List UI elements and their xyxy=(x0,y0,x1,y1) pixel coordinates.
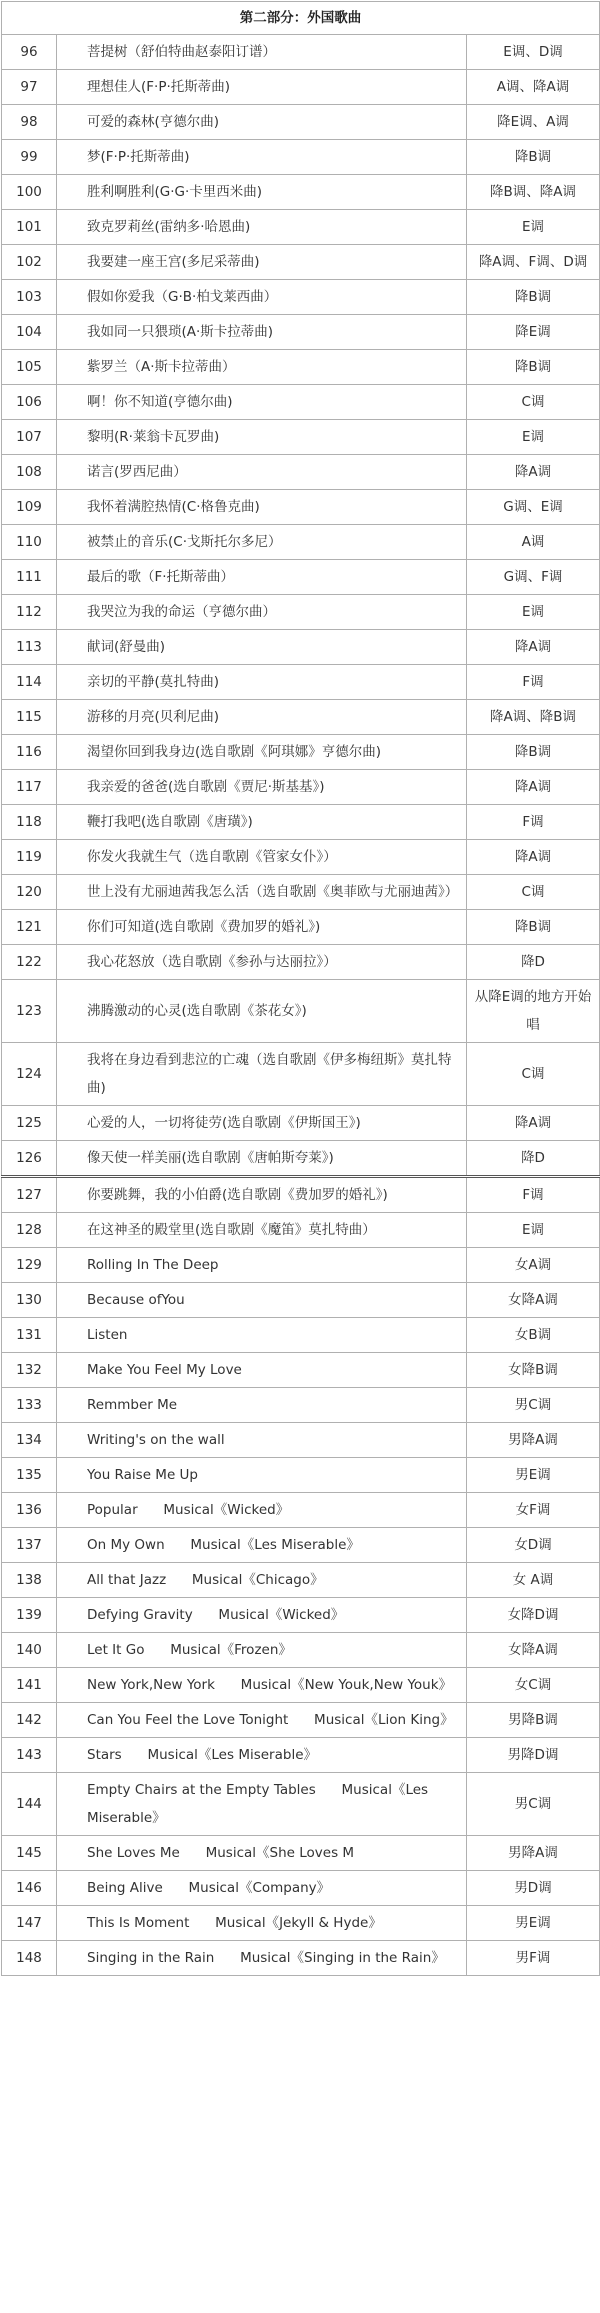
song-key: 女A调 xyxy=(467,1248,600,1283)
song-title: 被禁止的音乐(C·戈斯托尔多尼） xyxy=(57,525,467,560)
song-title: Remmber Me xyxy=(57,1388,467,1423)
table-row xyxy=(2,1633,600,1668)
song-key: 降A调 xyxy=(467,840,600,875)
song-key: 女降A调 xyxy=(467,1633,600,1668)
song-title: 游移的月亮(贝利尼曲) xyxy=(57,700,467,735)
song-key: 降A调 xyxy=(467,770,600,805)
table-row xyxy=(2,35,600,70)
song-key: E调 xyxy=(467,210,600,245)
song-key: 男降B调 xyxy=(467,1703,600,1738)
song-number: 136 xyxy=(2,1493,57,1528)
song-key: E调 xyxy=(467,595,600,630)
table-row xyxy=(2,385,600,420)
song-number: 99 xyxy=(2,140,57,175)
song-number: 102 xyxy=(2,245,57,280)
song-number: 114 xyxy=(2,665,57,700)
song-title: 胜利啊胜利(G·G·卡里西米曲) xyxy=(57,175,467,210)
song-table-body xyxy=(2,2,600,1976)
song-title: 假如你爱我（G·B·柏戈莱西曲） xyxy=(57,280,467,315)
song-number: 142 xyxy=(2,1703,57,1738)
song-number: 127 xyxy=(2,1177,57,1213)
song-title: Writing's on the wall xyxy=(57,1423,467,1458)
song-key: 从降E调的地方开始唱 xyxy=(467,980,600,1043)
song-number: 115 xyxy=(2,700,57,735)
song-number: 140 xyxy=(2,1633,57,1668)
table-row xyxy=(2,105,600,140)
song-key: 女降A调 xyxy=(467,1283,600,1318)
song-title: All that Jazz Musical《Chicago》 xyxy=(57,1563,467,1598)
song-title: Popular Musical《Wicked》 xyxy=(57,1493,467,1528)
song-title: 亲切的平静(莫扎特曲) xyxy=(57,665,467,700)
song-title: 世上没有尤丽迪茜我怎么活（选自歌剧《奥菲欧与尤丽迪茜》） xyxy=(57,875,467,910)
song-number: 105 xyxy=(2,350,57,385)
table-row xyxy=(2,420,600,455)
table-row xyxy=(2,1668,600,1703)
song-key: 女降B调 xyxy=(467,1353,600,1388)
song-table xyxy=(1,1,600,1976)
song-title: 梦(F·P·托斯蒂曲) xyxy=(57,140,467,175)
song-number: 113 xyxy=(2,630,57,665)
song-title: Because ofYou xyxy=(57,1283,467,1318)
song-number: 132 xyxy=(2,1353,57,1388)
table-row xyxy=(2,910,600,945)
song-key: G调、F调 xyxy=(467,560,600,595)
song-number: 110 xyxy=(2,525,57,560)
song-title: She Loves Me Musical《She Loves M xyxy=(57,1836,467,1871)
song-key: 女D调 xyxy=(467,1528,600,1563)
song-number: 117 xyxy=(2,770,57,805)
table-row xyxy=(2,1493,600,1528)
table-row xyxy=(2,525,600,560)
song-key: 女F调 xyxy=(467,1493,600,1528)
table-row xyxy=(2,1836,600,1871)
table-row xyxy=(2,1773,600,1836)
song-title: 诺言(罗西尼曲） xyxy=(57,455,467,490)
song-key: 降D xyxy=(467,945,600,980)
table-row xyxy=(2,1563,600,1598)
song-title: On My Own Musical《Les Miserable》 xyxy=(57,1528,467,1563)
song-key: 降E调 xyxy=(467,315,600,350)
song-title: 菩提树（舒伯特曲赵泰阳订谱） xyxy=(57,35,467,70)
song-number: 124 xyxy=(2,1043,57,1106)
song-key: E调 xyxy=(467,1213,600,1248)
song-key: 降A调 xyxy=(467,630,600,665)
song-title: 沸腾激动的心灵(选自歌剧《茶花女》) xyxy=(57,980,467,1043)
song-number: 108 xyxy=(2,455,57,490)
table-row xyxy=(2,1906,600,1941)
song-number: 134 xyxy=(2,1423,57,1458)
table-row xyxy=(2,350,600,385)
song-number: 125 xyxy=(2,1106,57,1141)
song-title: 黎明(R·莱翁卡瓦罗曲) xyxy=(57,420,467,455)
song-number: 146 xyxy=(2,1871,57,1906)
song-number: 119 xyxy=(2,840,57,875)
table-row xyxy=(2,1458,600,1493)
song-key: 女B调 xyxy=(467,1318,600,1353)
song-number: 133 xyxy=(2,1388,57,1423)
song-title: 献词(舒曼曲) xyxy=(57,630,467,665)
table-row xyxy=(2,630,600,665)
song-number: 147 xyxy=(2,1906,57,1941)
song-number: 122 xyxy=(2,945,57,980)
song-title: 你发火我就生气（选自歌剧《管家女仆》） xyxy=(57,840,467,875)
table-row xyxy=(2,595,600,630)
song-key: 男E调 xyxy=(467,1458,600,1493)
song-number: 116 xyxy=(2,735,57,770)
song-number: 96 xyxy=(2,35,57,70)
song-title: 可爱的森林(亨德尔曲) xyxy=(57,105,467,140)
song-title: Empty Chairs at the Empty Tables Musical《Les Miserable》 xyxy=(57,1773,467,1836)
song-number: 137 xyxy=(2,1528,57,1563)
song-key: 男C调 xyxy=(467,1773,600,1836)
song-number: 104 xyxy=(2,315,57,350)
song-key: C调 xyxy=(467,875,600,910)
song-key: A调、降A调 xyxy=(467,70,600,105)
song-number: 121 xyxy=(2,910,57,945)
song-title: Stars Musical《Les Miserable》 xyxy=(57,1738,467,1773)
song-title: 我怀着满腔热情(C·格鲁克曲) xyxy=(57,490,467,525)
table-row xyxy=(2,175,600,210)
song-title: Rolling In The Deep xyxy=(57,1248,467,1283)
table-row xyxy=(2,1388,600,1423)
table-row xyxy=(2,280,600,315)
song-title: Let It Go Musical《Frozen》 xyxy=(57,1633,467,1668)
song-title: 最后的歌（F·托斯蒂曲） xyxy=(57,560,467,595)
song-key: 降A调、降B调 xyxy=(467,700,600,735)
song-title: New York,New York Musical《New Youk,New Youk》 xyxy=(57,1668,467,1703)
song-number: 126 xyxy=(2,1141,57,1177)
song-key: 女降D调 xyxy=(467,1598,600,1633)
table-row xyxy=(2,945,600,980)
song-key xyxy=(467,1043,600,1106)
table-row xyxy=(2,1283,600,1318)
table-row xyxy=(2,1177,600,1213)
song-number: 111 xyxy=(2,560,57,595)
song-key: G调、E调 xyxy=(467,490,600,525)
song-key: 降A调 xyxy=(467,1106,600,1141)
song-number: 118 xyxy=(2,805,57,840)
song-number: 130 xyxy=(2,1283,57,1318)
table-row xyxy=(2,1318,600,1353)
song-title: 我亲爱的爸爸(选自歌剧《贾尼·斯基基》) xyxy=(57,770,467,805)
table-row xyxy=(2,665,600,700)
table-row xyxy=(2,1353,600,1388)
song-number: 144 xyxy=(2,1773,57,1836)
song-title: Singing in the Rain Musical《Singing in the Rain》 xyxy=(57,1941,467,1976)
song-number: 97 xyxy=(2,70,57,105)
song-title: 渴望你回到我身边(选自歌剧《阿琪娜》亨德尔曲) xyxy=(57,735,467,770)
table-row xyxy=(2,315,600,350)
song-number: 106 xyxy=(2,385,57,420)
song-key: 降B调 xyxy=(467,735,600,770)
song-number: 135 xyxy=(2,1458,57,1493)
song-number: 123 xyxy=(2,980,57,1043)
song-key: 降B调 xyxy=(467,140,600,175)
table-row xyxy=(2,805,600,840)
song-number: 145 xyxy=(2,1836,57,1871)
song-key: 男E调 xyxy=(467,1906,600,1941)
song-number: 100 xyxy=(2,175,57,210)
song-key: 男C调 xyxy=(467,1388,600,1423)
song-key: 降D xyxy=(467,1141,600,1177)
song-key: 降A调 xyxy=(467,455,600,490)
song-number: 101 xyxy=(2,210,57,245)
song-number: 129 xyxy=(2,1248,57,1283)
section-header-row xyxy=(2,2,600,35)
song-title: 你们可知道(选自歌剧《费加罗的婚礼》) xyxy=(57,910,467,945)
table-row xyxy=(2,70,600,105)
song-title: Make You Feel My Love xyxy=(57,1353,467,1388)
song-key-text: 降B调 xyxy=(514,289,552,305)
song-number: 138 xyxy=(2,1563,57,1598)
song-key: 降B调 xyxy=(467,350,600,385)
song-number: 148 xyxy=(2,1941,57,1976)
song-key: 降B调、降A调 xyxy=(467,175,600,210)
table-row xyxy=(2,210,600,245)
song-title: Being Alive Musical《Company》 xyxy=(57,1871,467,1906)
song-key: 降E调、A调 xyxy=(467,105,600,140)
table-row xyxy=(2,1941,600,1976)
song-title: 理想佳人(F·P·托斯蒂曲) xyxy=(57,70,467,105)
song-title: 啊！你不知道(亨德尔曲) xyxy=(57,385,467,420)
song-title: 我如同一只猥琐(A·斯卡拉蒂曲) xyxy=(57,315,467,350)
song-title: 致克罗莉丝(雷纳多·哈恩曲) xyxy=(57,210,467,245)
song-key xyxy=(467,280,600,315)
song-key: 男降D调 xyxy=(467,1738,600,1773)
song-number: 141 xyxy=(2,1668,57,1703)
song-title: You Raise Me Up xyxy=(57,1458,467,1493)
table-row xyxy=(2,1598,600,1633)
song-key: E调、D调 xyxy=(467,35,600,70)
table-row xyxy=(2,1248,600,1283)
song-number: 107 xyxy=(2,420,57,455)
table-row xyxy=(2,980,600,1043)
table-row xyxy=(2,1213,600,1248)
table-row xyxy=(2,1423,600,1458)
song-key: F调 xyxy=(467,805,600,840)
song-title: Can You Feel the Love Tonight Musical《Lion King》 xyxy=(57,1703,467,1738)
table-row xyxy=(2,245,600,280)
table-row xyxy=(2,490,600,525)
song-key: 男降A调 xyxy=(467,1423,600,1458)
song-title: Defying Gravity Musical《Wicked》 xyxy=(57,1598,467,1633)
song-title: Listen xyxy=(57,1318,467,1353)
song-title: 心爱的人，一切将徒劳(选自歌剧《伊斯国王》) xyxy=(57,1106,467,1141)
song-number: 131 xyxy=(2,1318,57,1353)
song-key: E调 xyxy=(467,420,600,455)
song-number: 143 xyxy=(2,1738,57,1773)
song-key: 男D调 xyxy=(467,1871,600,1906)
song-title: 紫罗兰（A·斯卡拉蒂曲） xyxy=(57,350,467,385)
section-title: 第二部分：外国歌曲 xyxy=(2,2,600,35)
song-key: 女C调 xyxy=(467,1668,600,1703)
table-row xyxy=(2,1106,600,1141)
table-row xyxy=(2,700,600,735)
table-row xyxy=(2,140,600,175)
song-title: 鞭打我吧(选自歌剧《唐璜》) xyxy=(57,805,467,840)
song-key: 男降A调 xyxy=(467,1836,600,1871)
song-number: 120 xyxy=(2,875,57,910)
table-row xyxy=(2,1528,600,1563)
table-row xyxy=(2,1738,600,1773)
table-row xyxy=(2,455,600,490)
song-title: 在这神圣的殿堂里(选自歌剧《魔笛》莫扎特曲） xyxy=(57,1213,467,1248)
song-number: 128 xyxy=(2,1213,57,1248)
song-key-text: C调 xyxy=(521,1066,545,1082)
table-row xyxy=(2,875,600,910)
song-key: 降B调 xyxy=(467,910,600,945)
song-key: C调 xyxy=(467,385,600,420)
song-title: 你要跳舞，我的小伯爵(选自歌剧《费加罗的婚礼》) xyxy=(57,1177,467,1213)
song-title: 我哭泣为我的命运（亨德尔曲） xyxy=(57,595,467,630)
song-title: This Is Moment Musical《Jekyll & Hyde》 xyxy=(57,1906,467,1941)
song-number: 139 xyxy=(2,1598,57,1633)
song-number: 112 xyxy=(2,595,57,630)
table-row xyxy=(2,1141,600,1177)
song-key: 男F调 xyxy=(467,1941,600,1976)
table-row xyxy=(2,735,600,770)
table-row xyxy=(2,770,600,805)
song-title: 我心花怒放（选自歌剧《参孙与达丽拉》） xyxy=(57,945,467,980)
song-number: 103 xyxy=(2,280,57,315)
song-key: F调 xyxy=(467,665,600,700)
table-row xyxy=(2,840,600,875)
song-key: 女 A调 xyxy=(467,1563,600,1598)
song-title: 我要建一座王宫(多尼采蒂曲) xyxy=(57,245,467,280)
table-row xyxy=(2,560,600,595)
song-number: 98 xyxy=(2,105,57,140)
song-title: 我将在身边看到悲泣的亡魂（选自歌剧《伊多梅纽斯》莫扎特曲) xyxy=(57,1043,467,1106)
table-row xyxy=(2,1043,600,1106)
table-row xyxy=(2,1871,600,1906)
table-row xyxy=(2,1703,600,1738)
song-key: A调 xyxy=(467,525,600,560)
song-key: 降A调、F调、D调 xyxy=(467,245,600,280)
song-number: 109 xyxy=(2,490,57,525)
song-key: F调 xyxy=(467,1177,600,1213)
song-title: 像天使一样美丽(选自歌剧《唐帕斯夸莱》) xyxy=(57,1141,467,1177)
